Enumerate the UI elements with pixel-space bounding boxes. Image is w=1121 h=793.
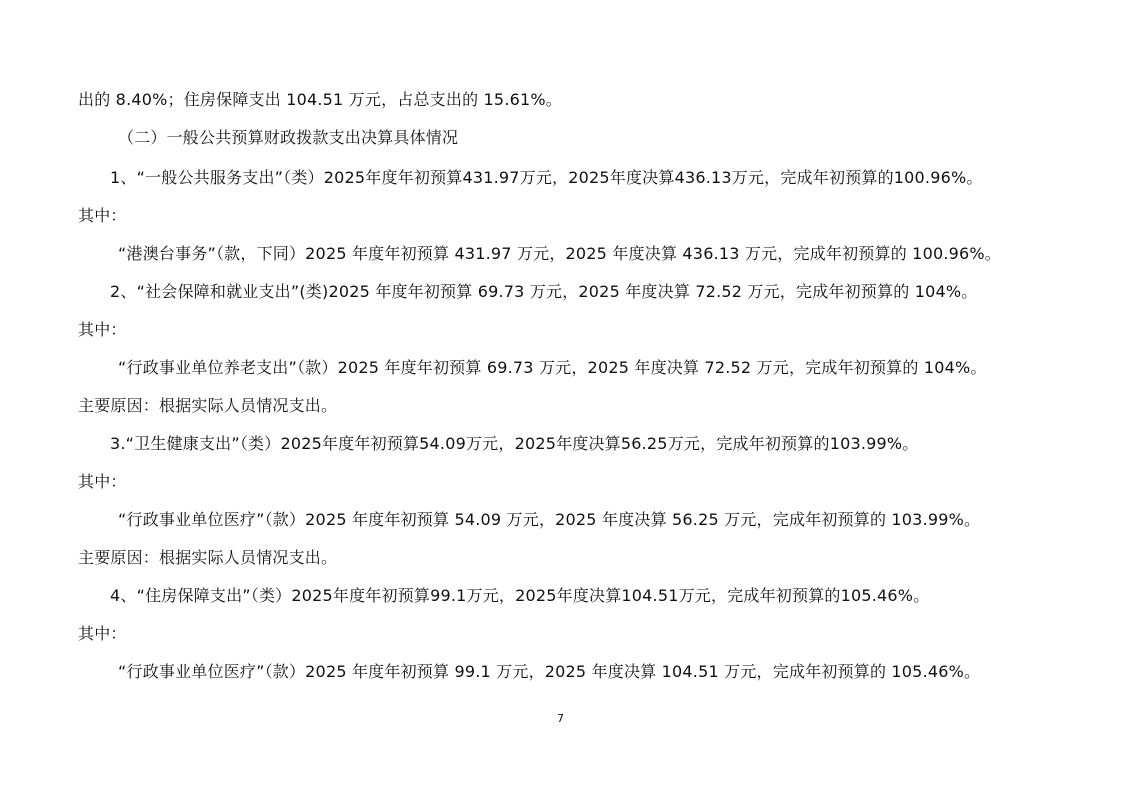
- section-heading: （二）一般公共预算财政拨款支出决算具体情况: [118, 128, 459, 147]
- subitem-intro: 其中：: [78, 472, 127, 491]
- subitem-hk-macao-taiwan-affairs: “港澳台事务”（款，下同）2025 年度年初预算 431.97 万元，2025 年度决算 436.13 万元，完成年初预算的 100.96%。: [118, 244, 1001, 263]
- subitem-admin-pension: “行政事业单位养老支出”（款）2025 年度年初预算 69.73 万元，2025 年度决算 72.52 万元，完成年初预算的 104%。: [118, 358, 987, 377]
- continued-paragraph-line: 出的 8.40%；住房保障支出 104.51 万元，占总支出的 15.61%。: [78, 90, 562, 109]
- item-health: 3.“卫生健康支出”（类）2025年度年初预算54.09万元，2025年度决算56.25万元，完成年初预算的103.99%。: [110, 434, 919, 453]
- subitem-intro: 其中：: [78, 206, 127, 225]
- subitem-intro: 其中：: [78, 320, 127, 339]
- main-reason-text: 主要原因：根据实际人员情况支出。: [78, 548, 338, 567]
- item-general-public-services: 1、“一般公共服务支出”（类）2025年度年初预算431.97万元，2025年度决算436.13万元，完成年初预算的100.96%。: [110, 168, 983, 187]
- main-reason-text: 主要原因：根据实际人员情况支出。: [78, 396, 338, 415]
- subitem-intro: 其中：: [78, 624, 127, 643]
- subitem-admin-medical-housing: “行政事业单位医疗”（款）2025 年度年初预算 99.1 万元，2025 年度决算 104.51 万元，完成年初预算的 105.46%。: [118, 662, 981, 681]
- item-social-security-employment: 2、“社会保障和就业支出”(类)2025 年度年初预算 69.73 万元，2025 年度决算 72.52 万元，完成年初预算的 104%。: [110, 282, 978, 301]
- page-number: 7: [557, 712, 564, 725]
- item-housing-security: 4、“住房保障支出”（类）2025年度年初预算99.1万元，2025年度决算104.51万元，完成年初预算的105.46%。: [110, 586, 930, 605]
- subitem-admin-medical: “行政事业单位医疗”（款）2025 年度年初预算 54.09 万元，2025 年度决算 56.25 万元，完成年初预算的 103.99%。: [118, 510, 981, 529]
